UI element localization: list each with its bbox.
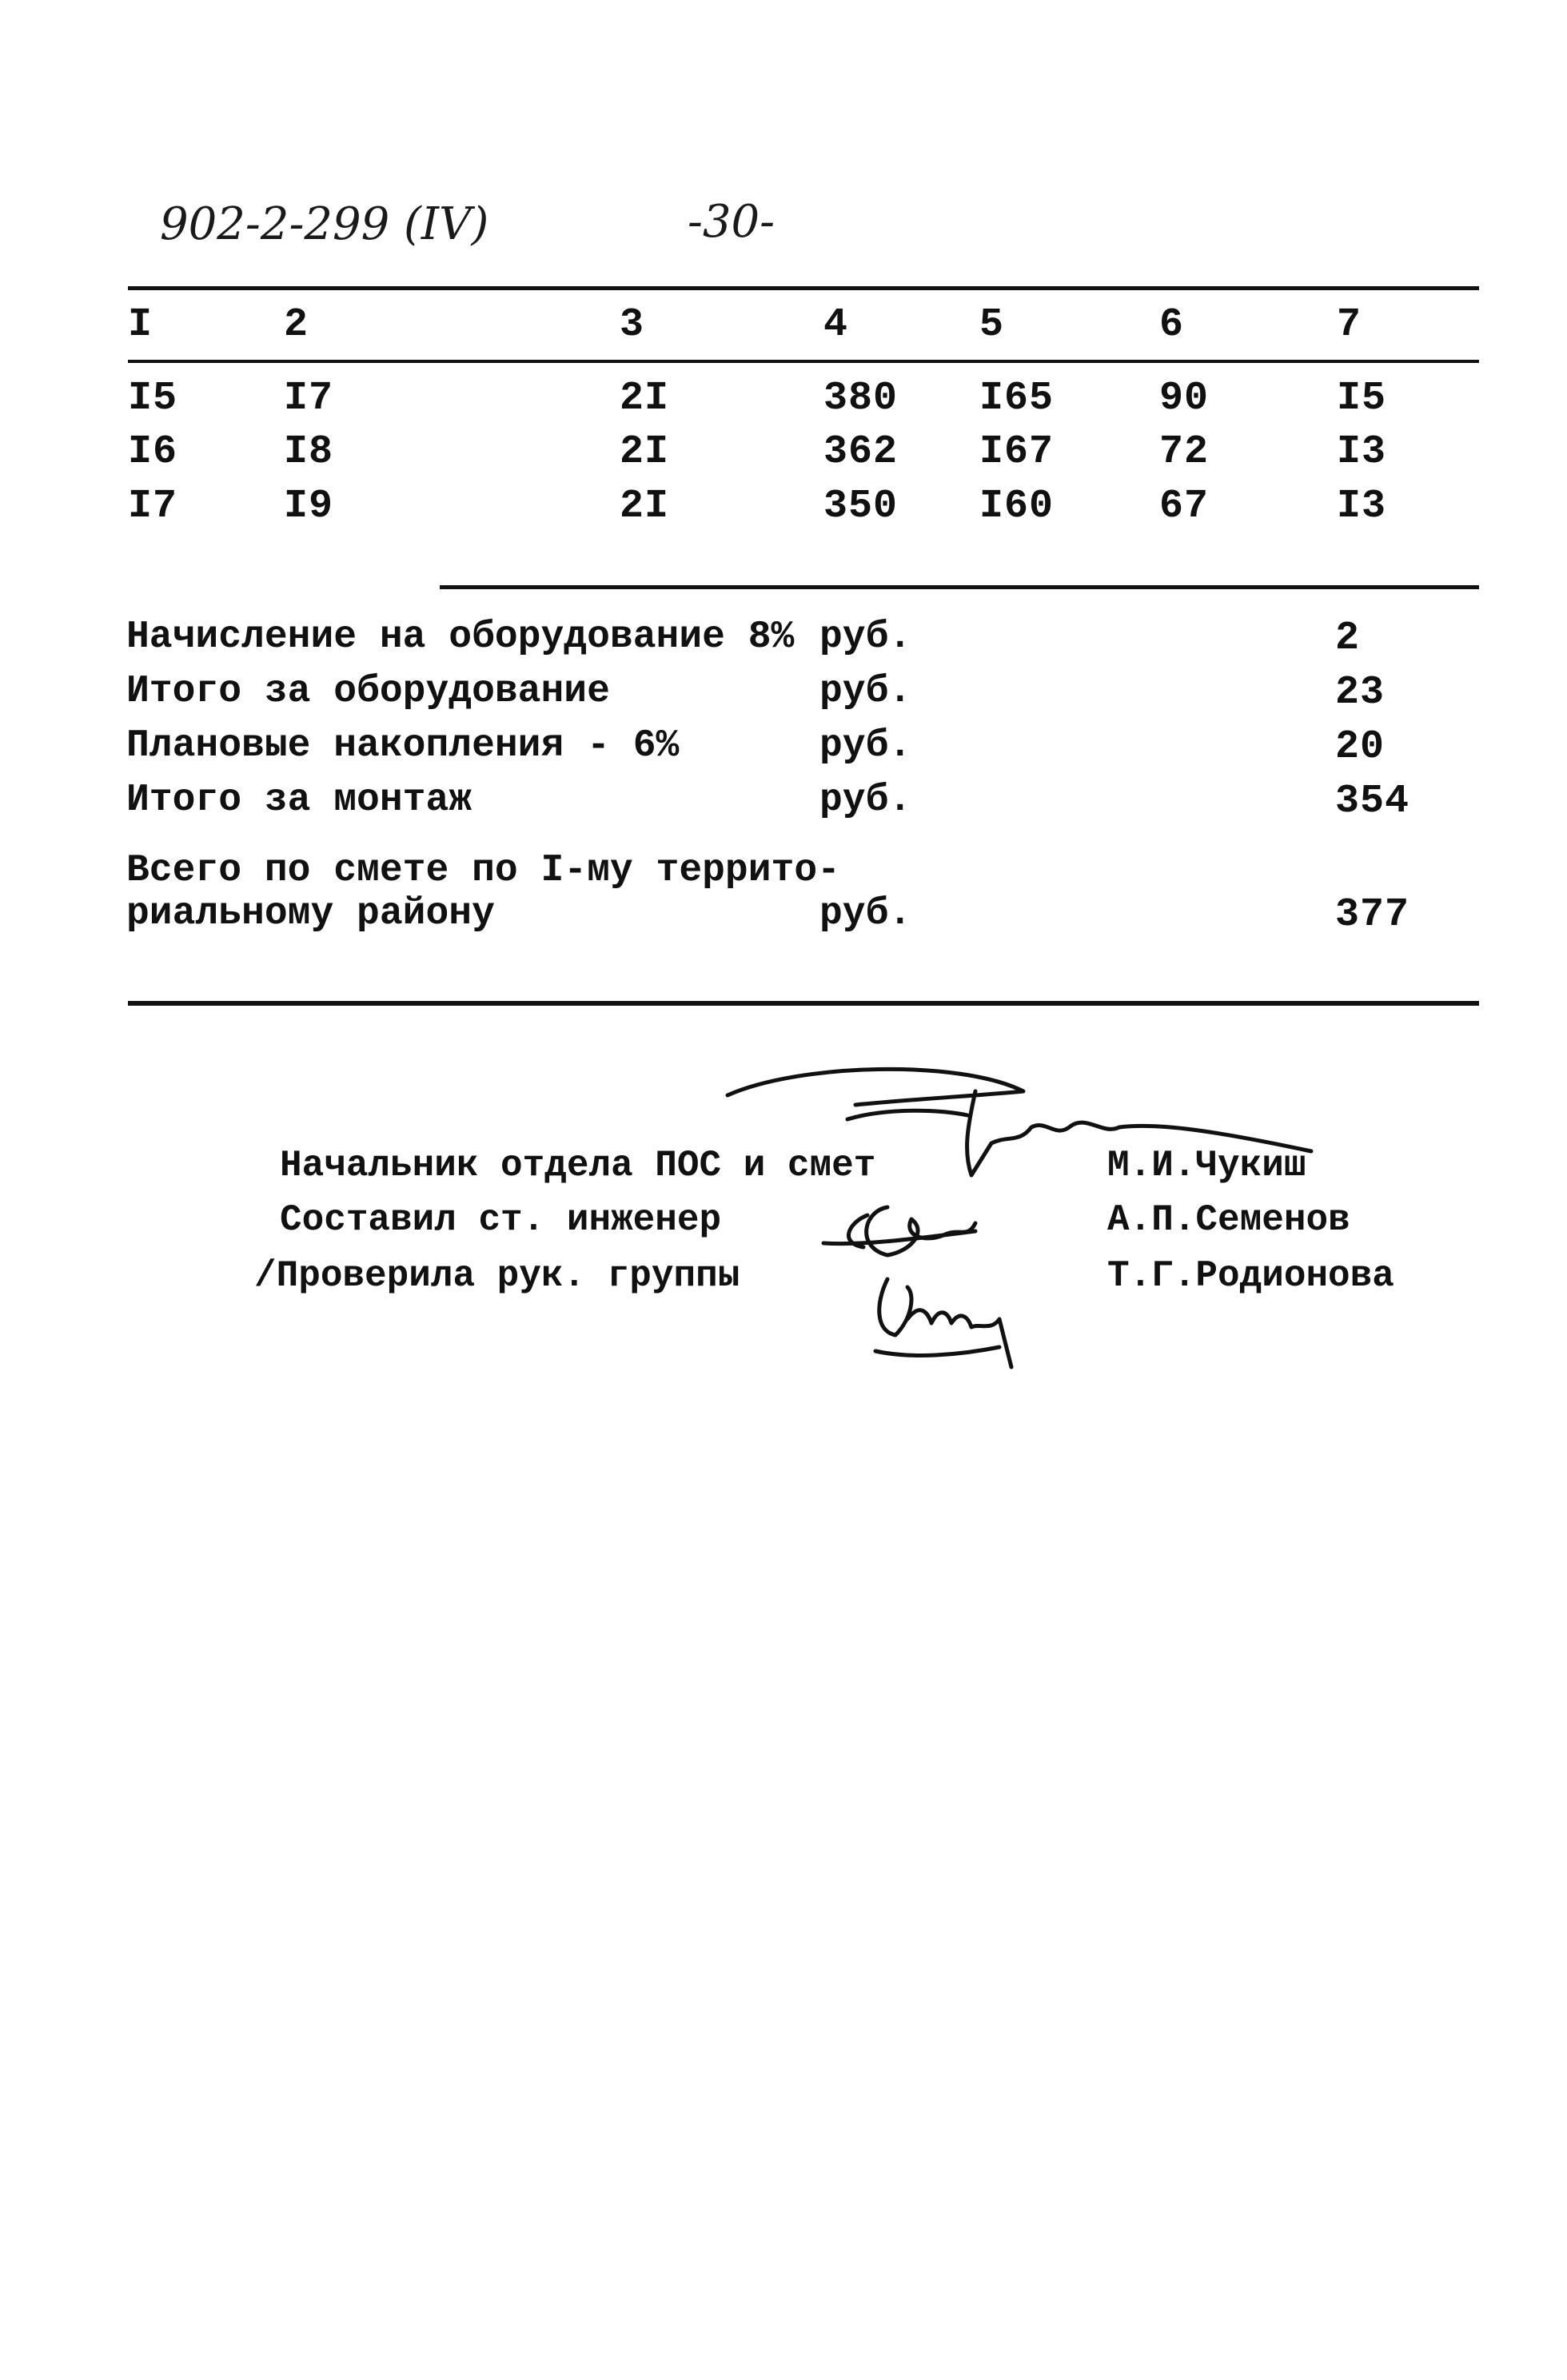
summary-value: 354 [1335,779,1410,824]
cell: I8 [284,429,334,475]
cell: I60 [979,484,1055,529]
summary-label: Начисление на оборудование 8% [126,616,795,659]
total-value: 377 [1335,892,1410,938]
summary-unit: руб. [819,779,912,822]
cell: 380 [823,376,899,421]
signature-name: Т.Г.Родионова [1107,1255,1394,1297]
cell: 72 [1159,429,1210,475]
column-header-5: 5 [979,302,1005,348]
summary-value: 23 [1335,670,1386,716]
signature-role: Начальник отдела ПОС и смет [280,1145,876,1186]
cell: I9 [284,484,334,529]
cell: I3 [1337,429,1387,475]
cell: 90 [1159,376,1210,421]
cell: I5 [1337,376,1387,421]
summary-label: Плановые накопления - 6% [126,724,680,767]
column-header-6: 6 [1159,302,1185,348]
table-header-rule [128,360,1479,363]
table-top-rule [128,286,1479,290]
total-label-line2: риальному району [126,892,495,935]
cell: 2I [620,484,670,529]
signature-name: А.П.Семенов [1107,1199,1350,1241]
cell: 67 [1159,484,1210,529]
cell: I67 [979,429,1055,475]
cell: I6 [128,429,178,475]
signature-name: М.И.Чукиш [1107,1145,1306,1186]
cell: I3 [1337,484,1387,529]
column-header-4: 4 [823,302,849,348]
cell: 2I [620,376,670,421]
summary-value: 2 [1335,616,1361,661]
signature-role: /Проверила рук. группы [254,1255,740,1297]
cell: I7 [128,484,178,529]
page-number: -30- [688,196,776,248]
summary-top-rule [440,585,1479,589]
document-code: 902-2-299 (IV) [160,198,489,250]
cell: I5 [128,376,178,421]
cell: I65 [979,376,1055,421]
column-header-1: I [128,302,154,348]
cell: 2I [620,429,670,475]
cell: 362 [823,429,899,475]
cell: I7 [284,376,334,421]
summary-unit: руб. [819,670,912,713]
summary-value: 20 [1335,724,1386,770]
total-unit: руб. [819,892,912,935]
cell: 350 [823,484,899,529]
column-header-7: 7 [1337,302,1362,348]
summary-label: Итого за монтаж [126,779,472,822]
summary-unit: руб. [819,724,912,767]
summary-label: Итого за оборудование [126,670,610,713]
table-bottom-rule [128,1001,1479,1006]
column-header-2: 2 [284,302,309,348]
total-label-line1: Всего по смете по I-му террито- [126,849,840,892]
signature-role: Составил ст. инженер [280,1199,722,1241]
summary-unit: руб. [819,616,912,659]
column-header-3: 3 [620,302,645,348]
